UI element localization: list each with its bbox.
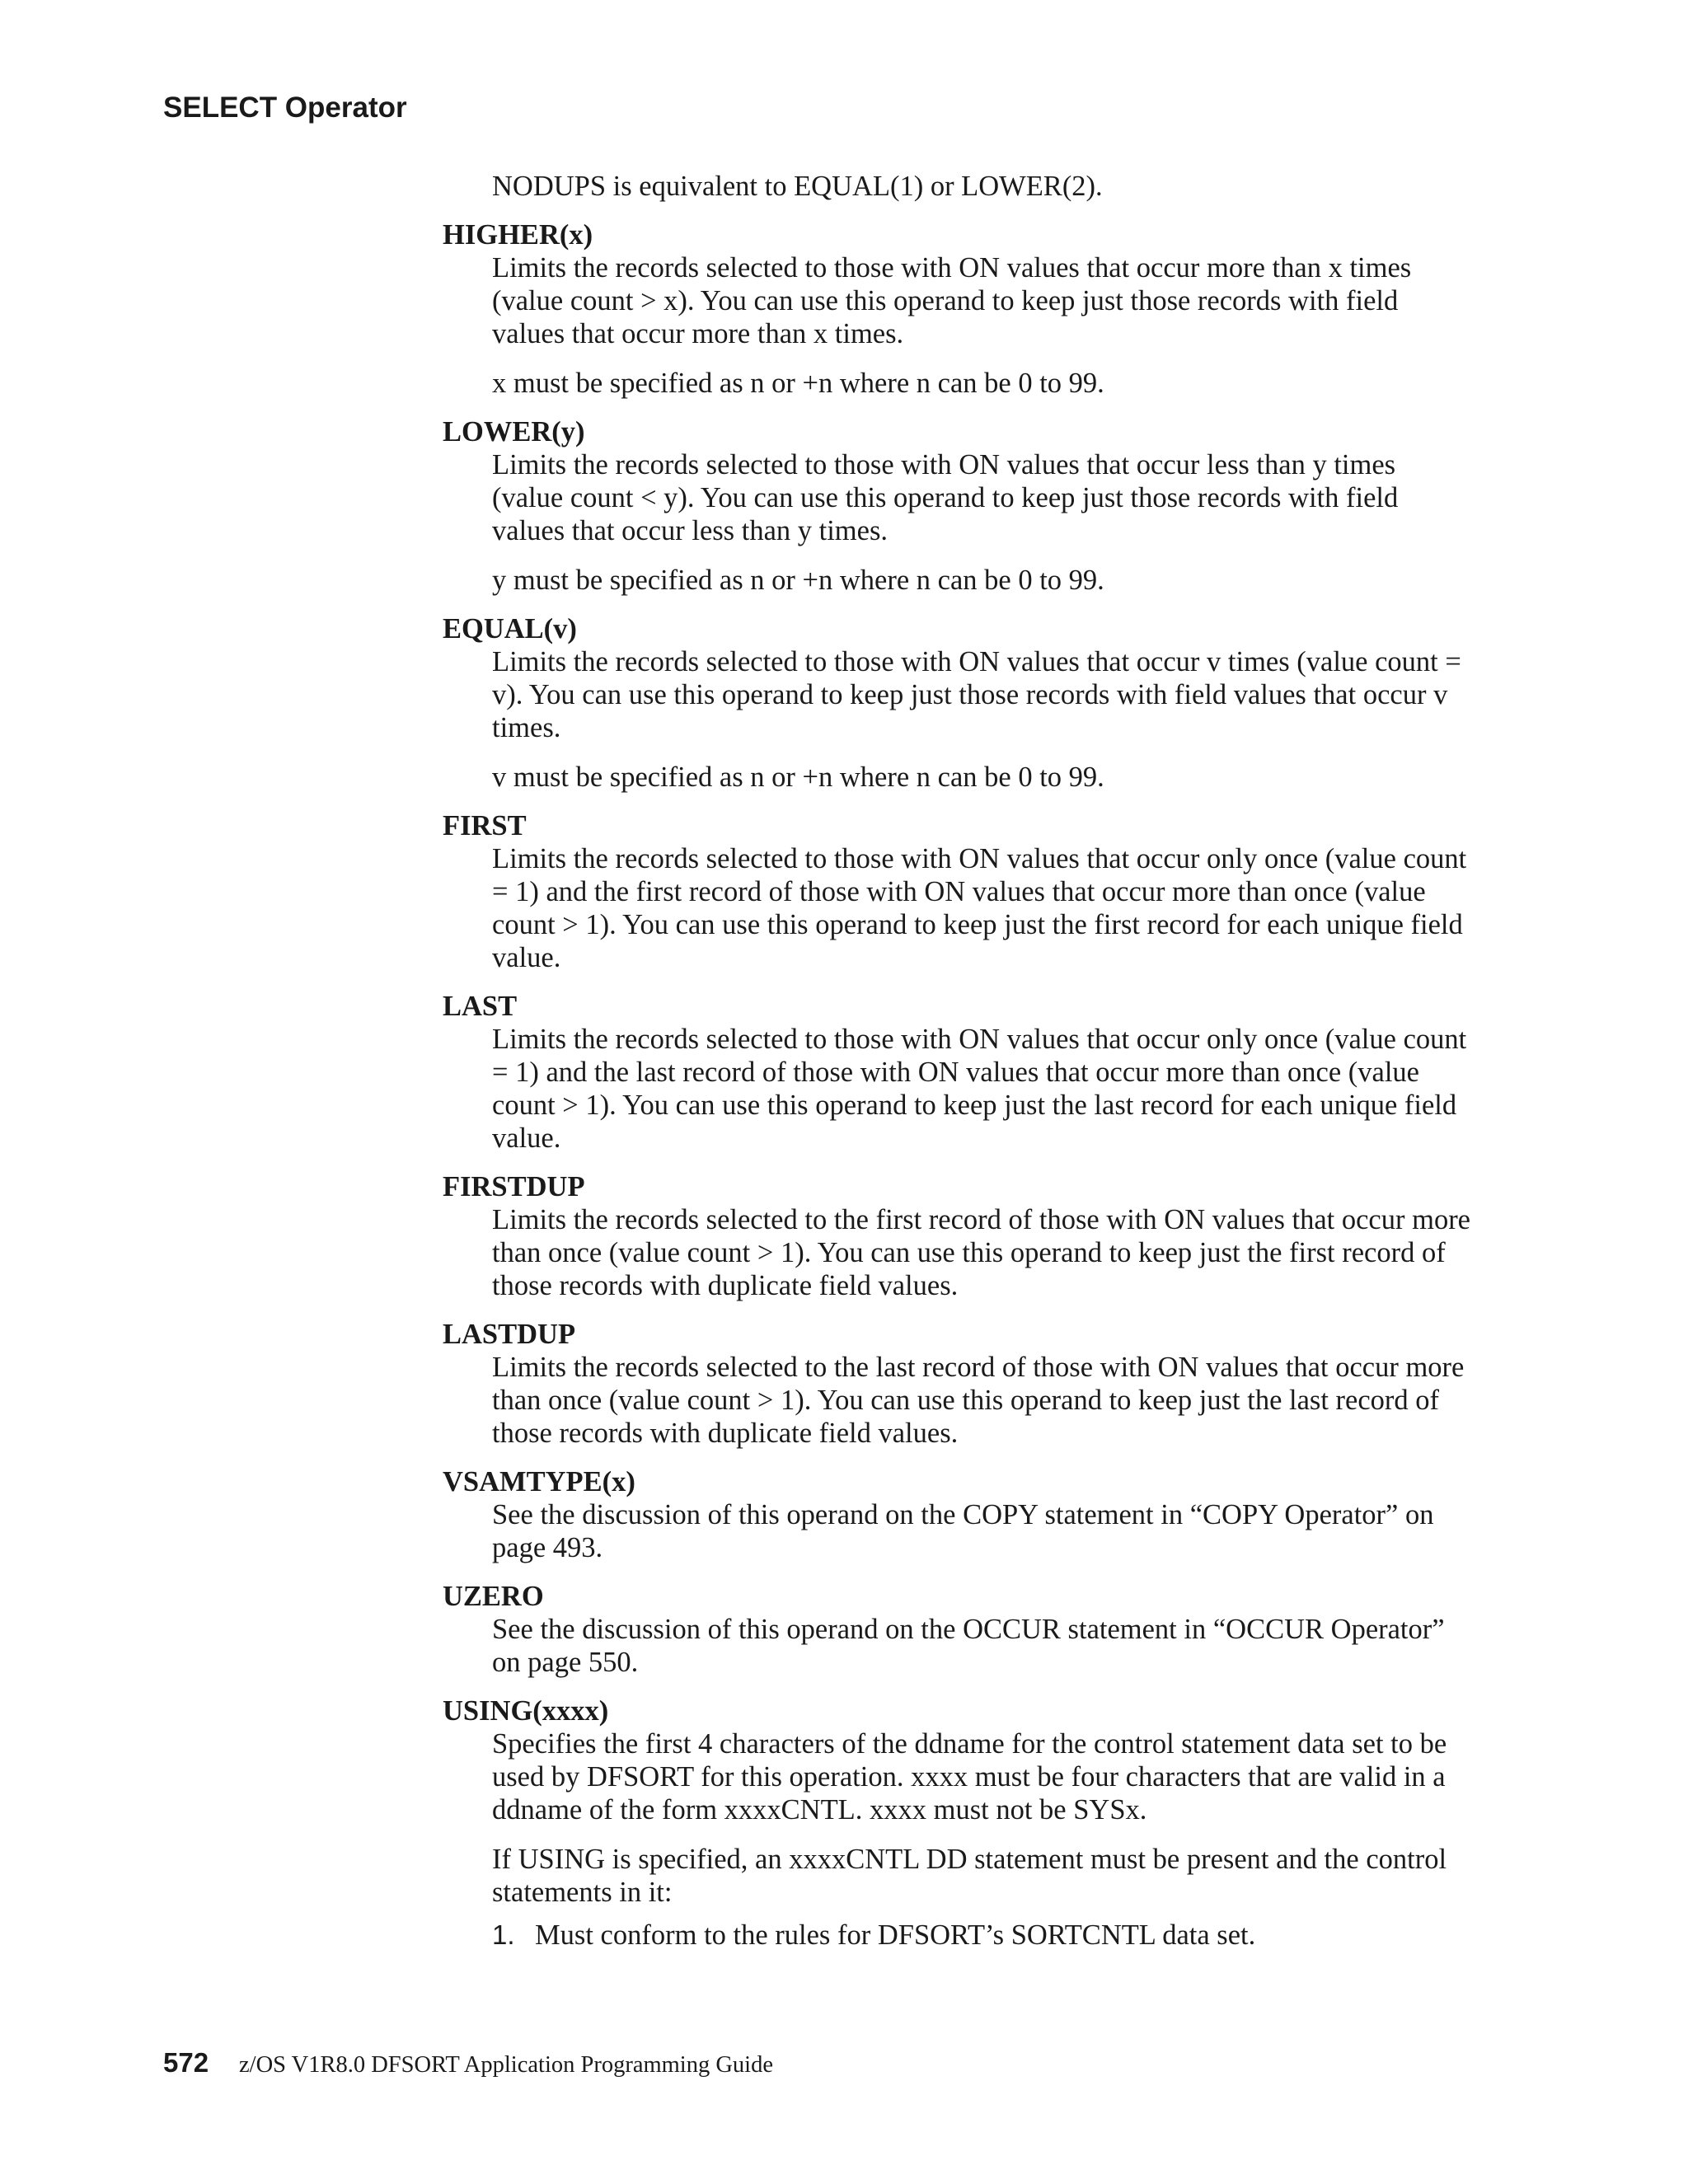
operand-term-lastdup: LASTDUP <box>443 1319 576 1350</box>
page-number: 572 <box>163 2047 209 2078</box>
operand-list <box>443 170 1473 1952</box>
operand-term-lower: LOWER(y) <box>443 416 585 448</box>
operand-note-higher: x must be specified as n or +n where n can be 0 to 99. <box>492 368 1104 399</box>
page-footer <box>163 2042 773 2083</box>
list-item <box>443 1919 1473 1952</box>
intro-paragraph: NODUPS is equivalent to EQUAL(1) or LOWER(2). <box>492 171 1103 202</box>
operand-term-vsamtype: VSAMTYPE(x) <box>443 1466 635 1497</box>
operand-term-uzero: UZERO <box>443 1581 544 1612</box>
operand-description-uzero: See the discussion of this operand on the OCCUR statement in “OCCUR Operator” on page 550. <box>492 1614 1445 1678</box>
operand-term-higher: HIGHER(x) <box>443 219 593 251</box>
operand-description-first: Limits the records selected to those with ON values that occur only once (value count = 1) and the first record of those with ON values that occur more than once (value count > 1). You can use this operand to keep just the first record for each unique field value. <box>492 843 1467 973</box>
operand-term-last: LAST <box>443 991 518 1022</box>
operand-term-equal: EQUAL(v) <box>443 613 577 644</box>
book-title: z/OS V1R8.0 DFSORT Application Programming Guide <box>239 2052 773 2078</box>
operand-description-lastdup: Limits the records selected to the last record of those with ON values that occur more than once (value count > 1). You can use this operand to keep just the last record of those records with duplicate field values. <box>492 1352 1465 1449</box>
operand-description-lower: Limits the records selected to those with ON values that occur less than y times (value count < y). You can use this operand to keep just those records with field values that occur less than y times. <box>492 449 1399 546</box>
operand-term-using: USING(xxxx) <box>443 1695 609 1727</box>
operand-description-equal: Limits the records selected to those with ON values that occur v times (value count = v). You can use this operand to keep just those records with field values that occur v times. <box>492 646 1461 743</box>
list-item-number: 1. <box>492 1919 515 1950</box>
operand-description-firstdup: Limits the records selected to the first record of those with ON values that occur more than once (value count > 1). You can use this operand to keep just the first record of those records with duplicate field values. <box>492 1204 1470 1301</box>
operand-note-using: If USING is specified, an xxxxCNTL DD statement must be present and the control statements in it: <box>492 1844 1447 1908</box>
operand-term-firstdup: FIRSTDUP <box>443 1171 585 1202</box>
operand-description-higher: Limits the records selected to those with ON values that occur more than x times (value count > x). You can use this operand to keep just those records with field values that occur more than x times. <box>492 252 1412 349</box>
operand-note-lower: y must be specified as n or +n where n can be 0 to 99. <box>492 565 1104 596</box>
operand-note-equal: v must be specified as n or +n where n can be 0 to 99. <box>492 762 1104 793</box>
operand-description-last: Limits the records selected to those with ON values that occur only once (value count = 1) and the last record of those with ON values that occur more than once (value count > 1). You can use this operand to keep just the last record for each unique field value. <box>492 1024 1467 1154</box>
operand-term-first: FIRST <box>443 810 527 841</box>
operand-description-vsamtype: See the discussion of this operand on the COPY statement in “COPY Operator” on page 493. <box>492 1499 1434 1563</box>
operand-description-using: Specifies the first 4 characters of the ddname for the control statement data set to be used by DFSORT for this operation. xxxx must be four characters that are valid in a ddname of the form xxxxCNTL. xxxx must not be SYSx. <box>492 1728 1447 1825</box>
list-item-text: Must conform to the rules for DFSORT’s SORTCNTL data set. <box>535 1919 1256 1951</box>
running-head: SELECT Operator <box>163 91 407 124</box>
